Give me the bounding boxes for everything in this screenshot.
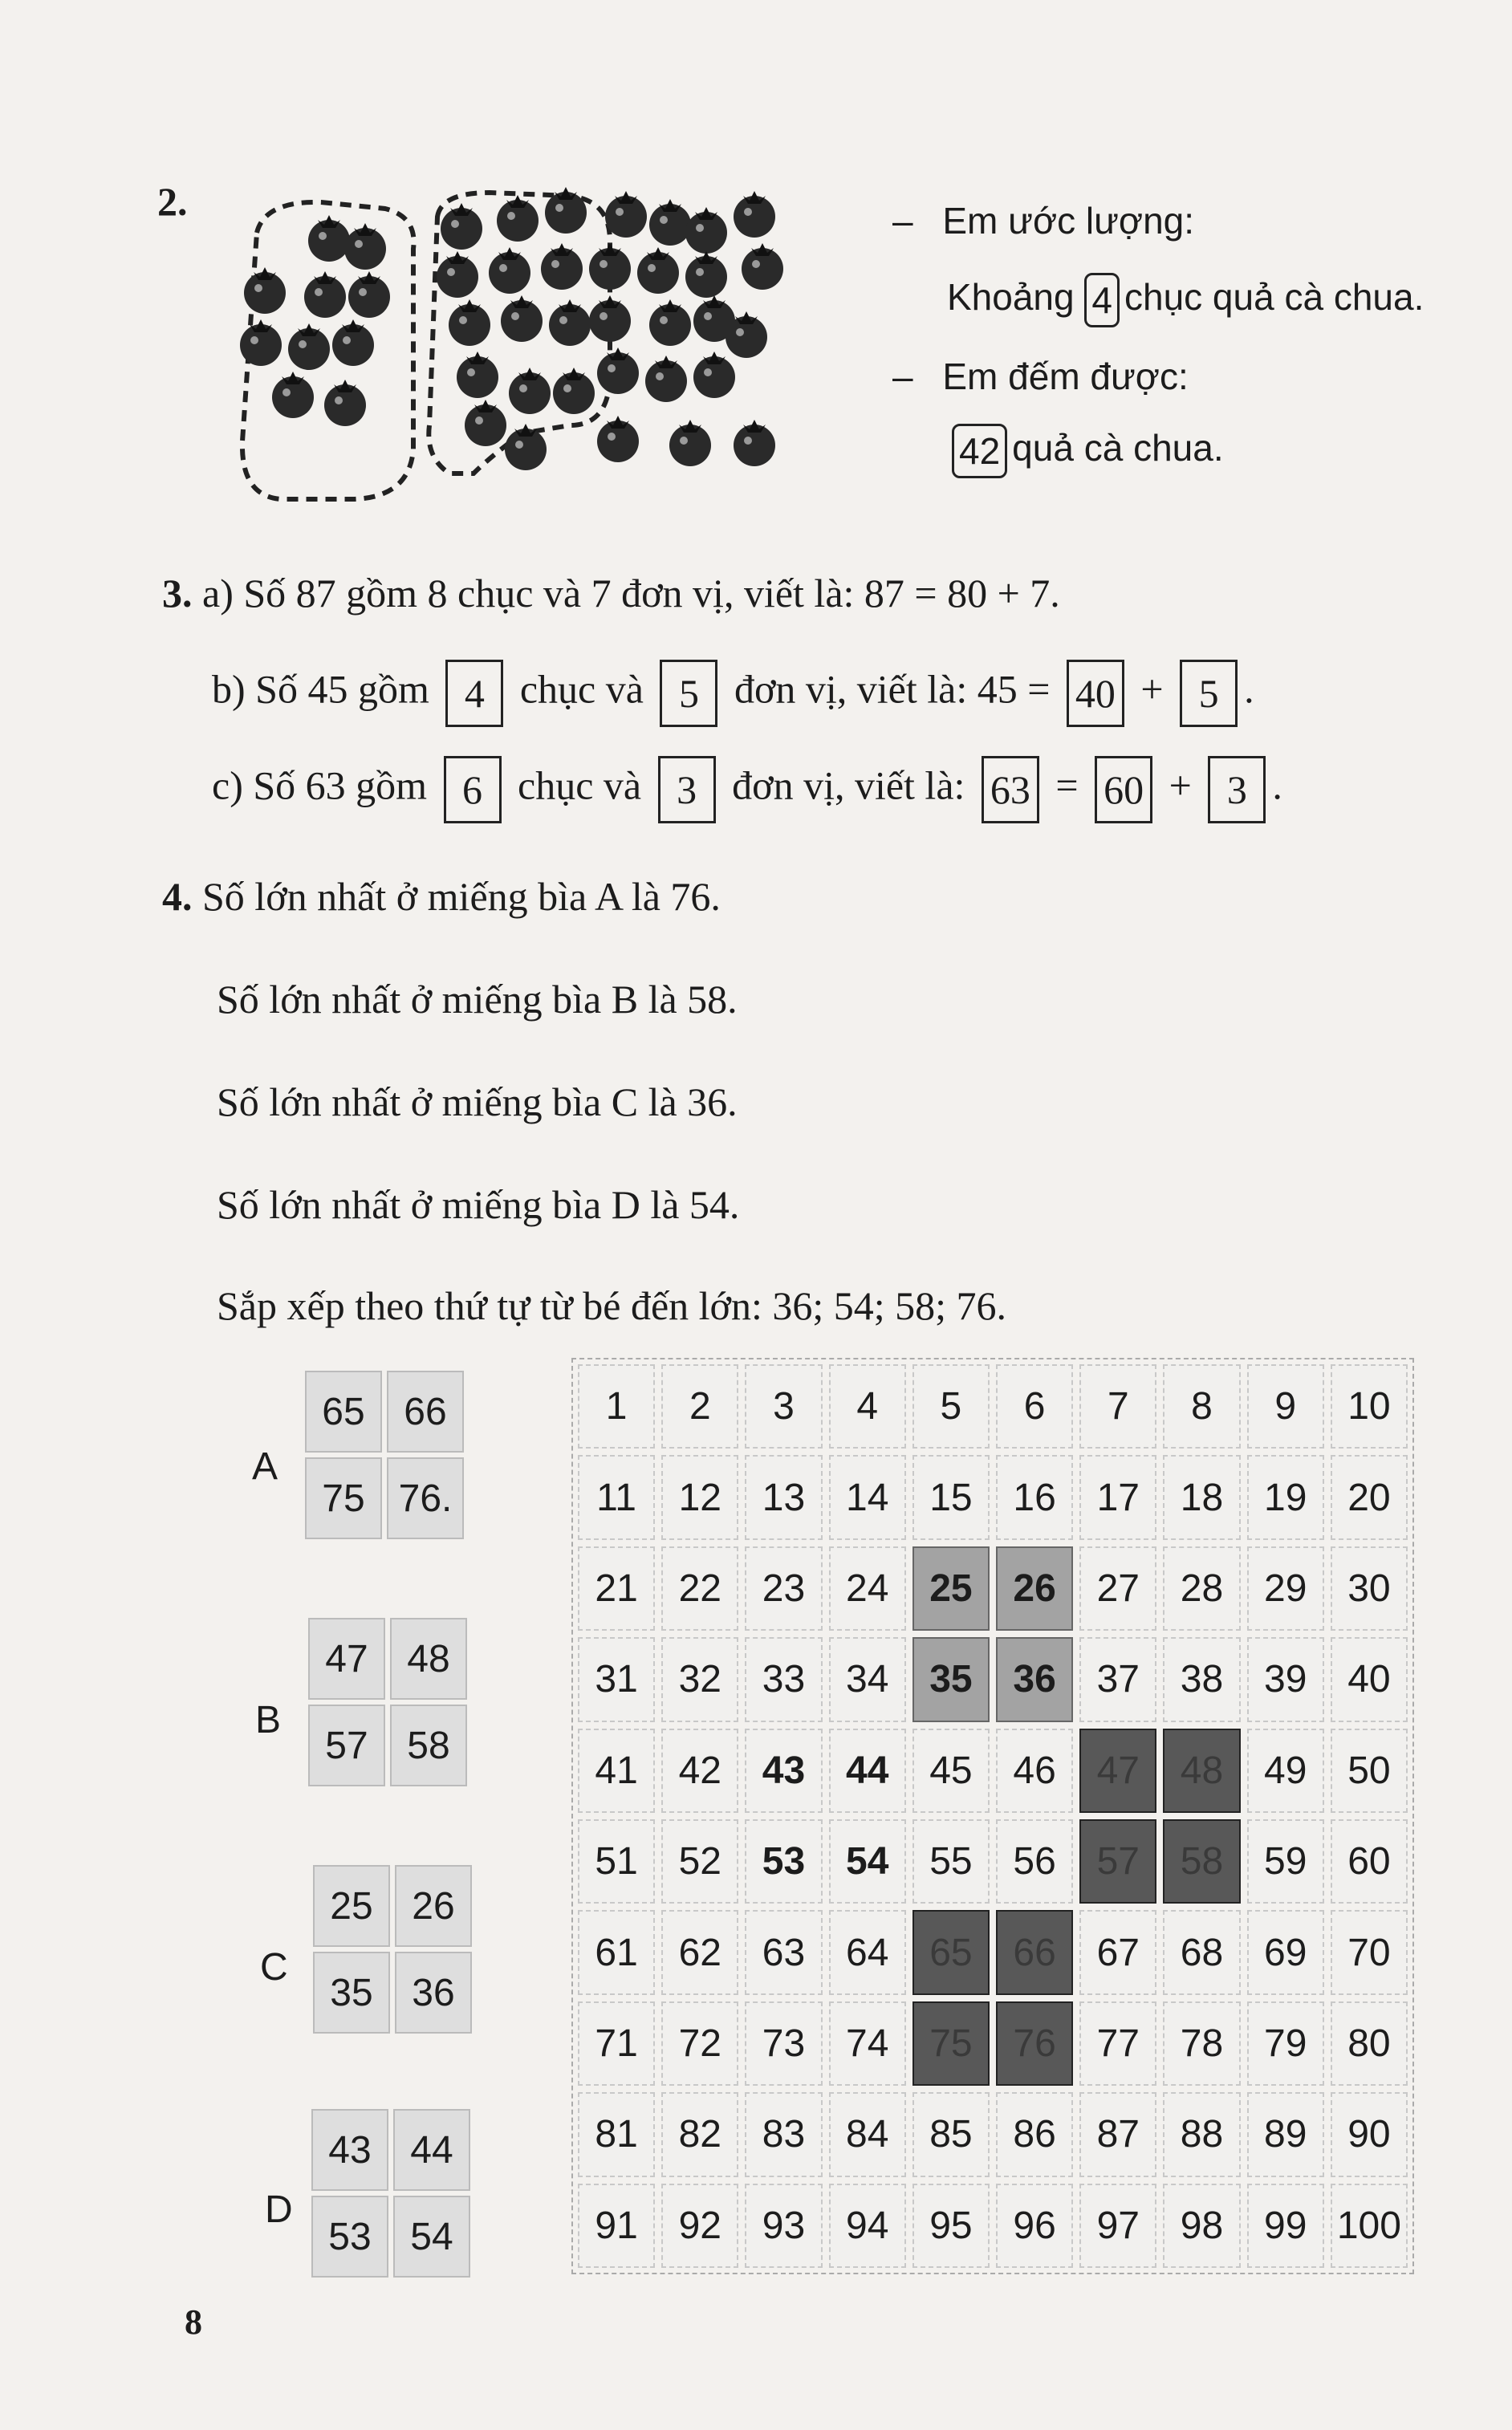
grid-cell: 69 [1247, 1910, 1324, 1994]
grid-cell: 50 [1331, 1729, 1408, 1813]
grid-cell: 60 [1331, 1819, 1408, 1904]
tomato-icon [288, 323, 330, 370]
card-c-cell: 36 [395, 1952, 472, 2034]
grid-cell: 82 [661, 2092, 738, 2176]
grid-cell: 48 [1163, 1729, 1240, 1813]
grid-cell: 75 [912, 2001, 990, 2086]
grid-cell: 97 [1079, 2184, 1156, 2268]
grid-cell: 63 [745, 1910, 822, 1994]
grid-cell: 83 [745, 2092, 822, 2176]
grid-cell: 96 [996, 2184, 1073, 2268]
exercise-3-line-a [162, 570, 1060, 616]
grid-cell: 11 [578, 1455, 655, 1539]
line-c-prefix: c) Số 63 gồm [212, 762, 428, 808]
tomato-icon [685, 207, 727, 254]
card-d-label: D [265, 2188, 293, 2231]
grid-cell: 66 [996, 1910, 1073, 1994]
grid-cell: 40 [1331, 1637, 1408, 1721]
tomato-icon [457, 351, 498, 398]
grid-cell: 29 [1247, 1546, 1324, 1631]
grid-cell: 39 [1247, 1637, 1324, 1721]
grid-cell: 2 [661, 1364, 738, 1449]
grid-cell: 4 [829, 1364, 906, 1449]
grid-cell: 49 [1247, 1729, 1324, 1813]
tomato-icon [553, 368, 595, 414]
dash: – [892, 356, 913, 397]
card-a-cell: 65 [305, 1371, 382, 1453]
grid-cell: 9 [1247, 1364, 1324, 1449]
grid-cell: 30 [1331, 1546, 1408, 1631]
tomato-icon [693, 351, 735, 398]
grid-cell: 15 [912, 1455, 990, 1539]
card-d-cell: 43 [311, 2109, 388, 2191]
grid-cell: 72 [661, 2001, 738, 2086]
line-b-mid: chục và [519, 666, 644, 712]
tomato-icon [304, 271, 346, 318]
grid-cell: 13 [745, 1455, 822, 1539]
grid-cell: 36 [996, 1637, 1073, 1721]
tomato-icon [649, 299, 691, 346]
grid-cell: 90 [1331, 2092, 1408, 2176]
grid-cell: 95 [912, 2184, 990, 2268]
tomato-icon [344, 223, 386, 270]
estimate-suffix: chục quả cà chua. [1124, 276, 1425, 319]
grid-cell: 23 [745, 1546, 822, 1631]
line-b-box-3: 40 [1067, 660, 1124, 727]
grid-cell: 98 [1163, 2184, 1240, 2268]
card-a-cell: 75 [305, 1457, 382, 1539]
grid-cell: 57 [1079, 1819, 1156, 1904]
grid-cell: 59 [1247, 1819, 1324, 1904]
line-c-box-3: 63 [982, 756, 1039, 823]
line-b-mid2: đơn vị, viết là: 45 = [734, 666, 1051, 712]
grid-cell: 1 [578, 1364, 655, 1449]
grid-cell: 81 [578, 2092, 655, 2176]
grid-cell: 37 [1079, 1637, 1156, 1721]
grid-cell: 53 [745, 1819, 822, 1904]
line-b-box-2: 5 [660, 660, 717, 727]
grid-cell: 45 [912, 1729, 990, 1813]
grid-cell: 78 [1163, 2001, 1240, 2086]
grid-cell: 26 [996, 1546, 1073, 1631]
grid-cell: 46 [996, 1729, 1073, 1813]
grid-cell: 10 [1331, 1364, 1408, 1449]
grid-cell: 8 [1163, 1364, 1240, 1449]
line-c-mid2: đơn vị, viết là: [732, 762, 965, 808]
grid-cell: 31 [578, 1637, 655, 1721]
line-1-text: Số lớn nhất ở miếng bìa A là 76. [202, 874, 721, 919]
line-b-plus: + [1140, 666, 1164, 712]
tomato-icon [489, 247, 530, 294]
grid-cell: 65 [912, 1910, 990, 1994]
grid-cell: 71 [578, 2001, 655, 2086]
tomato-icon [597, 347, 639, 394]
tomato-icon [244, 267, 286, 314]
grid-cell: 20 [1331, 1455, 1408, 1539]
grid-cell: 94 [829, 2184, 906, 2268]
grid-cell: 56 [996, 1819, 1073, 1904]
grid-cell: 73 [745, 2001, 822, 2086]
grid-cell: 33 [745, 1637, 822, 1721]
tomato-icon [441, 203, 482, 250]
tomato-icon [637, 247, 679, 294]
line-b-box-4: 5 [1180, 660, 1238, 727]
tomato-icon [272, 372, 314, 418]
card-b-cell: 57 [308, 1705, 385, 1786]
tomato-icon [501, 295, 543, 342]
line-c-box-4: 60 [1095, 756, 1152, 823]
grid-cell: 62 [661, 1910, 738, 1994]
tomato-icon [685, 251, 727, 298]
grid-cell: 34 [829, 1637, 906, 1721]
grid-cell: 17 [1079, 1455, 1156, 1539]
exercise-4-line-1 [162, 873, 721, 920]
line-b-box-1: 4 [445, 660, 503, 727]
grid-cell: 35 [912, 1637, 990, 1721]
card-c-cell: 25 [313, 1865, 390, 1947]
number-grid-1-100 [571, 1358, 1414, 2274]
line-b-end: . [1244, 666, 1254, 712]
grid-cell: 47 [1079, 1729, 1156, 1813]
tomato-icon [509, 368, 551, 414]
grid-cell: 3 [745, 1364, 822, 1449]
grid-cell: 5 [912, 1364, 990, 1449]
tomato-icon [465, 400, 506, 446]
tomato-icon [437, 251, 478, 298]
dash: – [892, 200, 913, 242]
tomato-icon [549, 299, 591, 346]
grid-cell: 79 [1247, 2001, 1324, 2086]
line-c-box-1: 6 [444, 756, 502, 823]
card-d-cell: 54 [393, 2196, 470, 2278]
estimate-line [947, 273, 1424, 327]
line-a-text: a) Số 87 gồm 8 chục và 7 đơn vị, viết là: 87 = 80 + 7. [202, 571, 1060, 616]
grid-cell: 6 [996, 1364, 1073, 1449]
exercise-4-line-4: Số lớn nhất ở miếng bìa D là 54. [217, 1182, 740, 1227]
exercise-4-number: 4. [162, 874, 193, 919]
grid-cell: 16 [996, 1455, 1073, 1539]
grid-cell: 67 [1079, 1910, 1156, 1994]
tomato-icon [649, 199, 691, 246]
grid-cell: 92 [661, 2184, 738, 2268]
grid-cell: 68 [1163, 1910, 1240, 1994]
tomato-icon [449, 299, 490, 346]
grid-cell: 91 [578, 2184, 655, 2268]
card-d [311, 2109, 470, 2278]
grid-cell: 52 [661, 1819, 738, 1904]
grid-cell: 42 [661, 1729, 738, 1813]
grid-cell: 51 [578, 1819, 655, 1904]
grid-cell: 21 [578, 1546, 655, 1631]
grid-cell: 80 [1331, 2001, 1408, 2086]
tomato-icon [541, 243, 583, 290]
tomato-icon [324, 380, 366, 426]
card-a [305, 1371, 464, 1539]
tomato-icon [734, 420, 775, 466]
card-c-label: C [260, 1946, 288, 1989]
exercise-3-line-b [212, 660, 1254, 727]
exercise-4-line-2: Số lớn nhất ở miếng bìa B là 58. [217, 977, 738, 1022]
count-value-box: 42 [952, 424, 1007, 478]
grid-cell: 44 [829, 1729, 906, 1813]
grid-cell: 76 [996, 2001, 1073, 2086]
card-c-cell: 35 [313, 1952, 390, 2034]
grid-cell: 93 [745, 2184, 822, 2268]
grid-cell: 85 [912, 2092, 990, 2176]
grid-cell: 64 [829, 1910, 906, 1994]
grid-cell: 19 [1247, 1455, 1324, 1539]
estimate-value-box: 4 [1084, 273, 1120, 327]
card-b-cell: 58 [390, 1705, 467, 1786]
grid-cell: 18 [1163, 1455, 1240, 1539]
tomato-icon [597, 416, 639, 462]
estimate-label: Em ước lượng: [942, 200, 1195, 242]
page-number: 8 [185, 2302, 202, 2342]
line-c-plus: + [1169, 762, 1192, 808]
grid-cell: 70 [1331, 1910, 1408, 1994]
grid-cell: 74 [829, 2001, 906, 2086]
grid-cell: 55 [912, 1819, 990, 1904]
tomato-icon [240, 319, 282, 366]
tomato-icon [589, 243, 631, 290]
grid-cell: 24 [829, 1546, 906, 1631]
grid-cell: 89 [1247, 2092, 1324, 2176]
grid-cell: 99 [1247, 2184, 1324, 2268]
grid-cell: 54 [829, 1819, 906, 1904]
card-b-label: B [255, 1699, 282, 1741]
estimate-label-line [892, 199, 1194, 242]
card-a-cell: 66 [387, 1371, 464, 1453]
count-label-line [892, 355, 1189, 398]
grid-cell: 87 [1079, 2092, 1156, 2176]
line-c-end: . [1272, 762, 1282, 808]
grid-cell: 77 [1079, 2001, 1156, 2086]
line-b-prefix: b) Số 45 gồm [212, 666, 429, 712]
card-a-cell: 76. [387, 1457, 464, 1539]
exercise-2-number: 2. [157, 179, 188, 224]
estimate-prefix: Khoảng [947, 276, 1075, 319]
tomato-icon [348, 271, 390, 318]
line-c-box-2: 3 [658, 756, 716, 823]
grid-cell: 43 [745, 1729, 822, 1813]
grid-cell: 7 [1079, 1364, 1156, 1449]
grid-cell: 14 [829, 1455, 906, 1539]
tomato-icon [742, 243, 783, 290]
grid-cell: 12 [661, 1455, 738, 1539]
grid-cell: 100 [1331, 2184, 1408, 2268]
count-label: Em đếm được: [942, 356, 1189, 397]
exercise-3-line-c [212, 756, 1282, 823]
tomato-icon [589, 295, 631, 342]
grid-cell: 41 [578, 1729, 655, 1813]
exercise-4-line-5: Sắp xếp theo thứ tự từ bé đến lớn: 36; 54; 58; 76. [217, 1283, 1007, 1328]
card-d-cell: 44 [393, 2109, 470, 2191]
tomato-icon [605, 191, 647, 238]
tomato-icon [669, 420, 711, 466]
grid-cell: 86 [996, 2092, 1073, 2176]
card-b-cell: 47 [308, 1618, 385, 1700]
grid-cell: 28 [1163, 1546, 1240, 1631]
tomato-icon [734, 191, 775, 238]
card-c [313, 1865, 472, 2034]
grid-cell: 38 [1163, 1637, 1240, 1721]
line-c-eq: = [1055, 762, 1079, 808]
tomato-illustration [233, 185, 875, 506]
tomato-icon [308, 215, 350, 262]
grid-cell: 32 [661, 1637, 738, 1721]
grid-cell: 22 [661, 1546, 738, 1631]
card-a-label: A [252, 1445, 278, 1488]
count-suffix: quả cà chua. [1012, 427, 1224, 469]
exercise-4-line-3: Số lớn nhất ở miếng bìa C là 36. [217, 1079, 738, 1124]
line-c-box-5: 3 [1208, 756, 1266, 823]
tomato-icon [332, 319, 374, 366]
card-c-cell: 26 [395, 1865, 472, 1947]
grid-cell: 61 [578, 1910, 655, 1994]
tomato-icon [645, 356, 687, 402]
grid-cell: 58 [1163, 1819, 1240, 1904]
card-d-cell: 53 [311, 2196, 388, 2278]
count-line [952, 424, 1224, 478]
card-b [308, 1618, 467, 1786]
grid-cell: 25 [912, 1546, 990, 1631]
tomato-icon [497, 195, 539, 242]
line-c-mid: chục và [518, 762, 642, 808]
grid-cell: 84 [829, 2092, 906, 2176]
grid-cell: 88 [1163, 2092, 1240, 2176]
card-b-cell: 48 [390, 1618, 467, 1700]
grid-cell: 27 [1079, 1546, 1156, 1631]
exercise-3-number: 3. [162, 571, 193, 616]
